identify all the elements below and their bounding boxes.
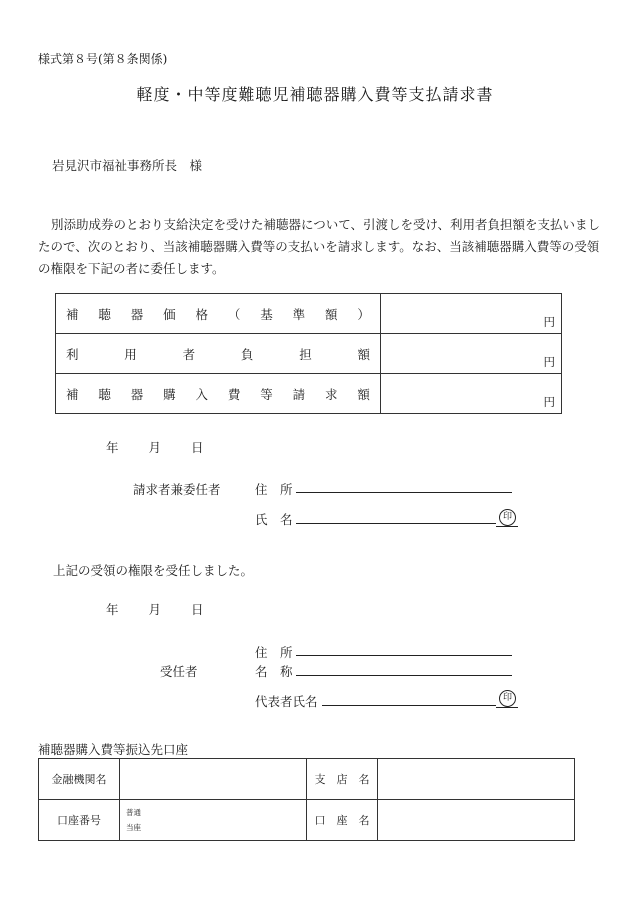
date-day: 日 [191, 602, 204, 617]
label-char: 求 [325, 386, 338, 402]
yen-unit: 円 [543, 355, 555, 369]
agent-role: 受任者 [160, 664, 198, 679]
agent-org-field[interactable] [296, 675, 512, 676]
label-char: 補 [66, 386, 79, 402]
table-row [56, 294, 562, 334]
account-table [38, 758, 575, 841]
agent-date[interactable] [106, 600, 204, 618]
bank-name-label: 金融機関名 [39, 759, 120, 800]
label-char: 利 [66, 346, 79, 362]
account-number-field[interactable] [120, 800, 307, 841]
table-row [56, 334, 562, 374]
claimant-name-label: 氏 名 [255, 512, 293, 527]
label-char: 請 [292, 386, 306, 402]
label-char: 担 [299, 346, 312, 362]
yen-unit: 円 [543, 395, 555, 409]
label-char: 準 [292, 306, 306, 322]
label-char: 器 [130, 386, 144, 402]
branch-name-field[interactable] [378, 759, 575, 800]
claimant-address-field[interactable] [296, 492, 512, 493]
label-char: ） [357, 306, 370, 322]
date-year: 年 [106, 602, 119, 617]
claimant-address-label: 住 所 [255, 482, 293, 497]
amount-value-standard-price[interactable] [381, 294, 562, 334]
amount-table [55, 293, 562, 414]
document-title: 軽度・中等度難聴児補聴器購入費等支払請求書 [136, 85, 494, 104]
seal-underline [496, 526, 518, 527]
label-char: 者 [182, 346, 196, 362]
bank-name-field[interactable] [120, 759, 307, 800]
label-char: 額 [325, 306, 338, 322]
seal-icon: 印 [499, 690, 516, 707]
date-month: 月 [148, 602, 162, 617]
amount-value-claim-total[interactable] [381, 374, 562, 414]
label-char: 価 [163, 306, 176, 322]
yen-unit: 円 [543, 315, 555, 329]
addressee: 岩見沢市福祉事務所長 様 [52, 158, 203, 173]
date-day: 日 [191, 440, 204, 455]
label-char: 負 [240, 346, 254, 362]
agent-org-label: 名 称 [255, 664, 293, 679]
account-holder-field[interactable] [378, 800, 575, 841]
label-char: 額 [357, 346, 370, 362]
label-char: 費 [227, 386, 241, 402]
agent-address-label: 住 所 [255, 645, 293, 660]
table-row [39, 800, 575, 841]
account-number-label: 口座番号 [39, 800, 120, 841]
date-year: 年 [106, 440, 119, 455]
agent-rep-field[interactable] [322, 705, 496, 706]
account-type-ordinary[interactable]: 普通 [126, 808, 141, 817]
label-char: 額 [357, 386, 370, 402]
seal-underline [496, 707, 518, 708]
label-char: （ [227, 306, 241, 322]
claim-date[interactable] [106, 438, 204, 456]
amount-label-claim-total [56, 374, 381, 414]
form-number: 様式第８号(第８条関係) [38, 52, 168, 66]
table-row [56, 374, 562, 414]
label-char: 基 [260, 306, 273, 322]
account-holder-label: 口 座 名 [307, 800, 378, 841]
branch-name-label: 支 店 名 [307, 759, 378, 800]
amount-label-standard-price [56, 294, 381, 334]
label-char: 器 [130, 306, 144, 322]
agent-address-field[interactable] [296, 655, 512, 656]
amount-value-user-burden[interactable] [381, 334, 562, 374]
label-char: 購 [163, 386, 176, 402]
amount-label-user-burden [56, 334, 381, 374]
request-body-text: 別添助成券のとおり支給決定を受けた補聴器について、引渡しを受け、利用者負担額を支払いましたので、次のとおり、当該補聴器購入費等の支払いを請求します。なお、当該補聴器購入費等の受領の権限を下記の者に委任します。 [38, 217, 601, 276]
label-char: 入 [195, 386, 209, 402]
label-char: 等 [260, 386, 273, 402]
label-char: 聴 [98, 306, 111, 322]
account-section-title: 補聴器購入費等振込先口座 [38, 742, 189, 757]
label-char: 用 [124, 346, 137, 362]
claimant-role: 請求者兼委任者 [133, 482, 221, 497]
label-char: 格 [195, 306, 209, 322]
acceptance-statement: 上記の受領の権限を受任しました。 [53, 563, 254, 578]
seal-icon: 印 [499, 509, 516, 526]
agent-rep-label: 代表者氏名 [255, 694, 318, 709]
label-char: 聴 [98, 386, 111, 402]
account-type-current[interactable]: 当座 [126, 823, 141, 832]
label-char: 補 [66, 306, 79, 322]
date-month: 月 [148, 440, 162, 455]
claimant-name-field[interactable] [296, 523, 496, 524]
table-row [39, 759, 575, 800]
